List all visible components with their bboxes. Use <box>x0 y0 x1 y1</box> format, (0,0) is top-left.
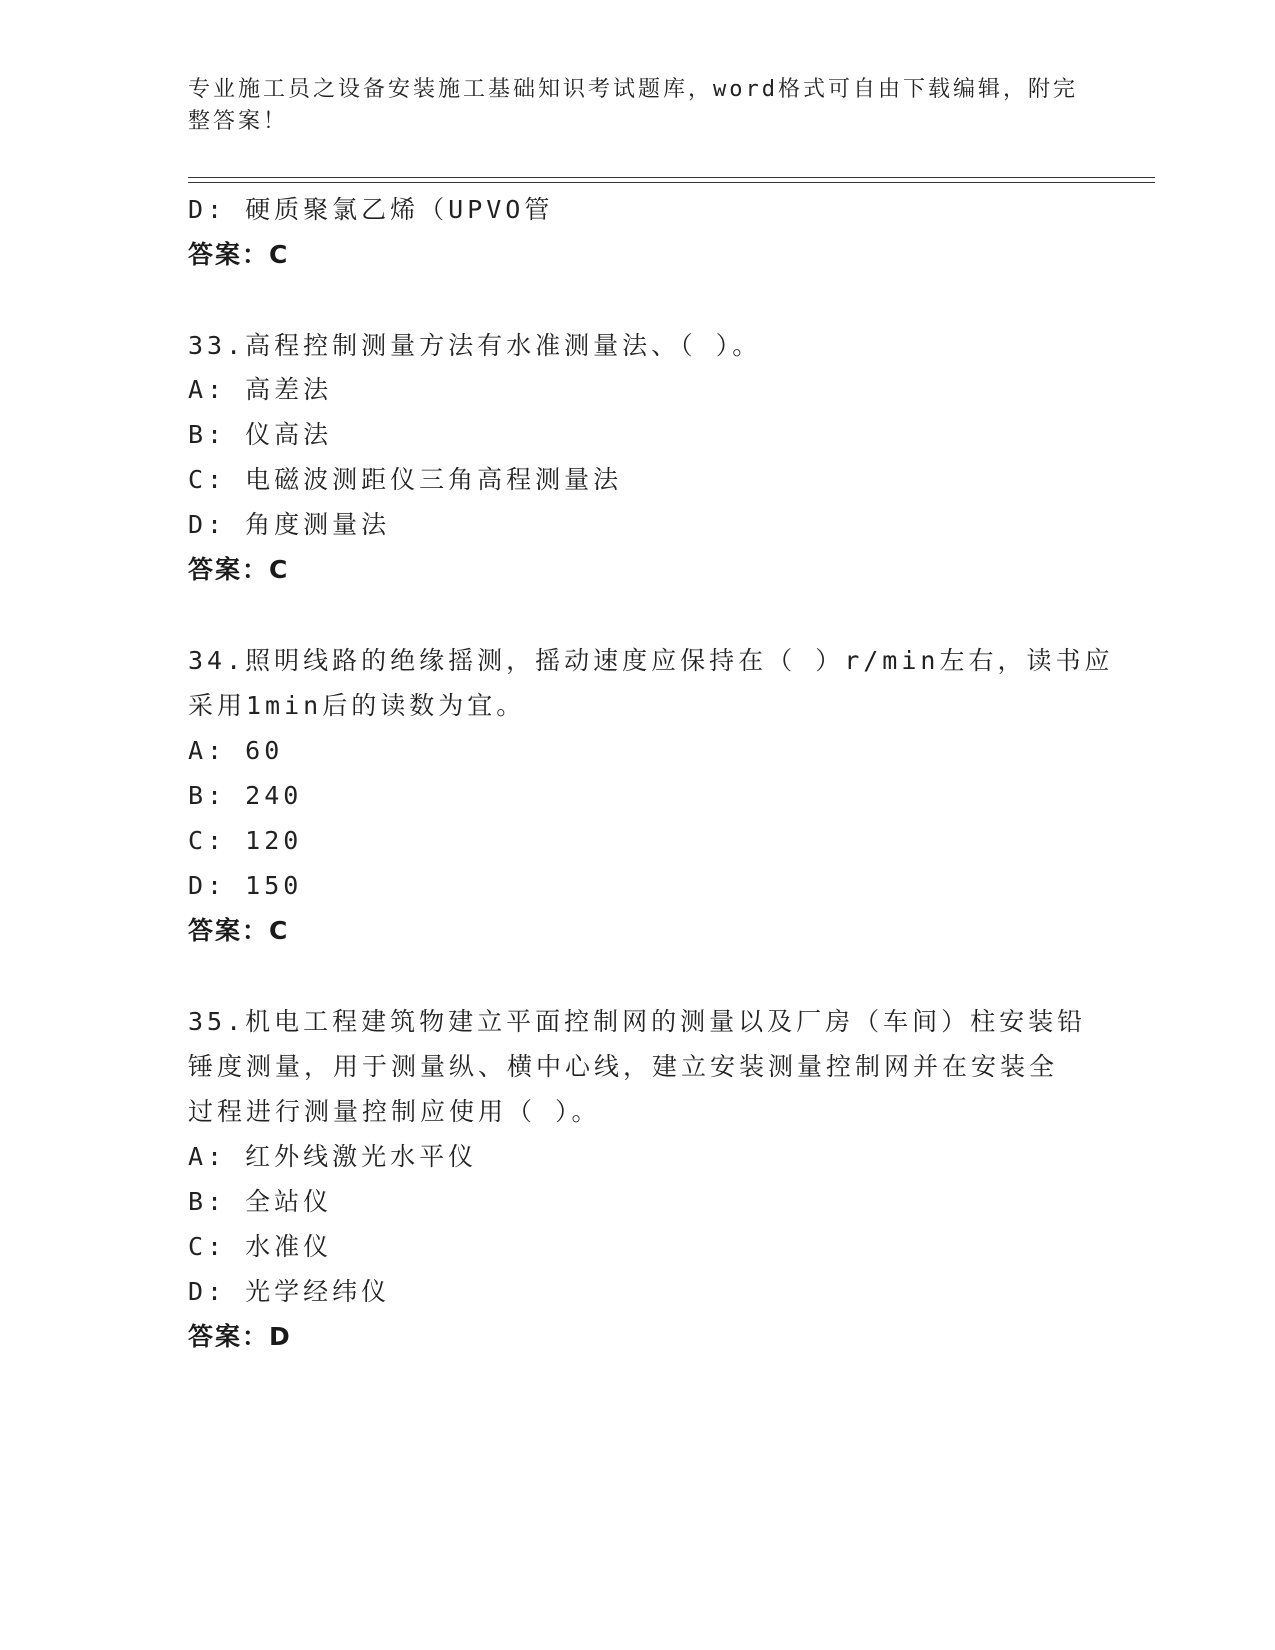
q34-option-d: D: 150 <box>188 871 303 900</box>
q33-option-a: A: 高差法 <box>188 375 333 404</box>
q34-stem-line-1: 34.照明线路的绝缘摇测，摇动速度应保持在（ ）r/min左右，读书应 <box>188 646 1114 675</box>
header-divider-bottom <box>188 182 1155 183</box>
header-line-1: 专业施工员之设备安装施工基础知识考试题库，word格式可自由下载编辑，附完 <box>188 77 1078 102</box>
q34-answer: 答案：C <box>188 916 290 945</box>
q33-stem: 33.高程控制测量方法有水准测量法、（ ）。 <box>188 331 762 360</box>
prev-answer: 答案：C <box>188 240 290 269</box>
header-divider-top <box>188 177 1155 178</box>
q35-answer: 答案：D <box>188 1322 292 1351</box>
prev-option-d: D: 硬质聚氯乙烯（UPVO管 <box>188 195 554 224</box>
document-header <box>188 74 1088 138</box>
q35-stem-line-3: 过程进行测量控制应使用（ ）。 <box>188 1097 601 1126</box>
q35-option-a: A: 红外线激光水平仪 <box>188 1142 478 1171</box>
q35-stem-line-1: 35.机电工程建筑物建立平面控制网的测量以及厂房（车间）柱安装铅 <box>188 1007 1087 1036</box>
q35-stem-line-2: 锤度测量，用于测量纵、横中心线，建立安装测量控制网并在安装全 <box>188 1052 1059 1081</box>
q34-stem-line-2: 采用1min后的读数为宜。 <box>188 691 526 720</box>
q33-option-c: C: 电磁波测距仪三角高程测量法 <box>188 465 623 494</box>
q35-option-d: D: 光学经纬仪 <box>188 1277 391 1306</box>
q34-option-a: A: 60 <box>188 736 284 765</box>
q35-option-c: C: 水准仪 <box>188 1232 333 1261</box>
q34-option-c: C: 120 <box>188 826 303 855</box>
q34-option-b: B: 240 <box>188 781 303 810</box>
q33-option-d: D: 角度测量法 <box>188 510 391 539</box>
q33-option-b: B: 仪高法 <box>188 420 333 449</box>
q35-option-b: B: 全站仪 <box>188 1187 333 1216</box>
q33-answer: 答案：C <box>188 555 290 584</box>
header-line-2: 整答案！ <box>188 109 289 134</box>
